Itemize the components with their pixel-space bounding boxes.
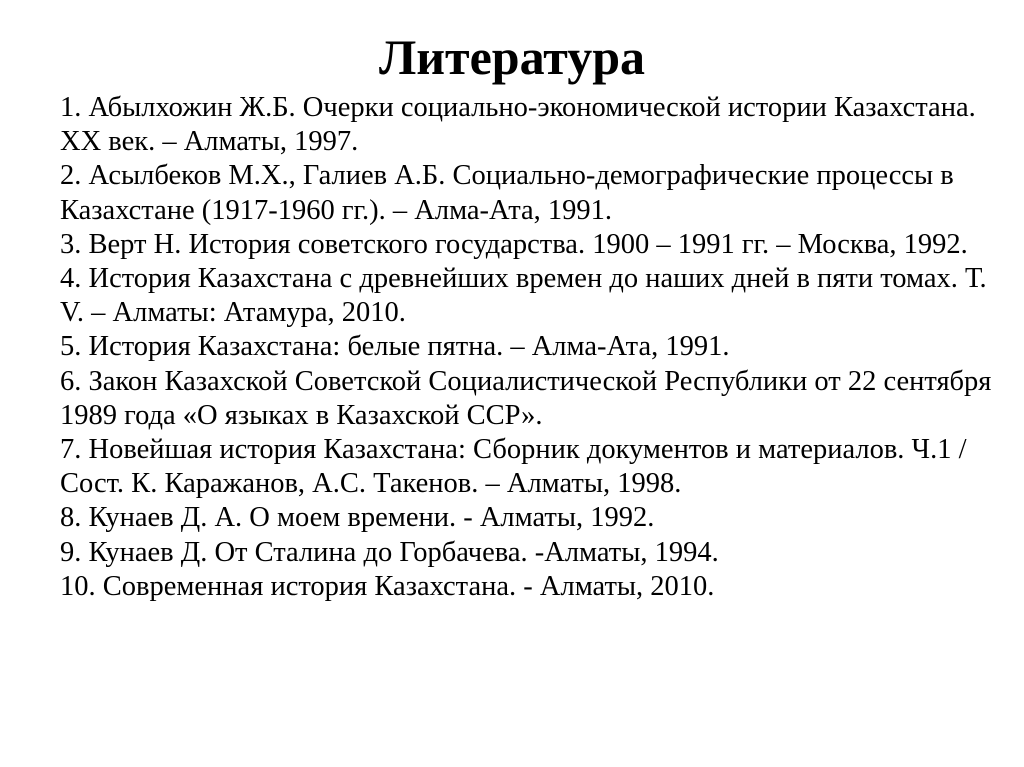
reference-item: 9. Кунаев Д. От Сталина до Горбачева. -Алматы, 1994. — [60, 536, 719, 568]
reference-item: 1. Абылхожин Ж.Б. Очерки социально-экономической истории Казахстана. ХХ век. – Алматы, 1997. — [60, 92, 976, 158]
reference-item: 4. История Казахстана с древнейших времен до наших дней в пяти томах. Т. V. – Алматы: Атамура, 2010. — [60, 263, 987, 329]
slide-title: Литература — [378, 29, 646, 85]
reference-item: 3. Верт Н. История советского государства. 1900 – 1991 гг. – Москва, 1992. — [60, 228, 968, 260]
reference-item: 6. Закон Казахской Советской Социалистической Республики от 22 сентября 1989 года «О языках в Казахской ССР». — [60, 365, 992, 431]
reference-item: 5. История Казахстана: белые пятна. – Алма-Ата, 1991. — [60, 331, 730, 363]
reference-item: 10. Современная история Казахстана. - Алматы, 2010. — [60, 570, 715, 602]
reference-item: 2. Асылбеков М.Х., Галиев А.Б. Социально-демографические процессы в Казахстане (1917-1960 гг.). – Алма-Ата, 1991. — [60, 160, 954, 226]
reference-item: 8. Кунаев Д. А. О моем времени. - Алматы, 1992. — [60, 502, 655, 534]
reference-item: 7. Новейшая история Казахстана: Сборник документов и материалов. Ч.1 / Сост. К. Каражанов, А.С. Такенов. – Алматы, 1998. — [60, 434, 967, 500]
reference-list — [60, 91, 1000, 604]
